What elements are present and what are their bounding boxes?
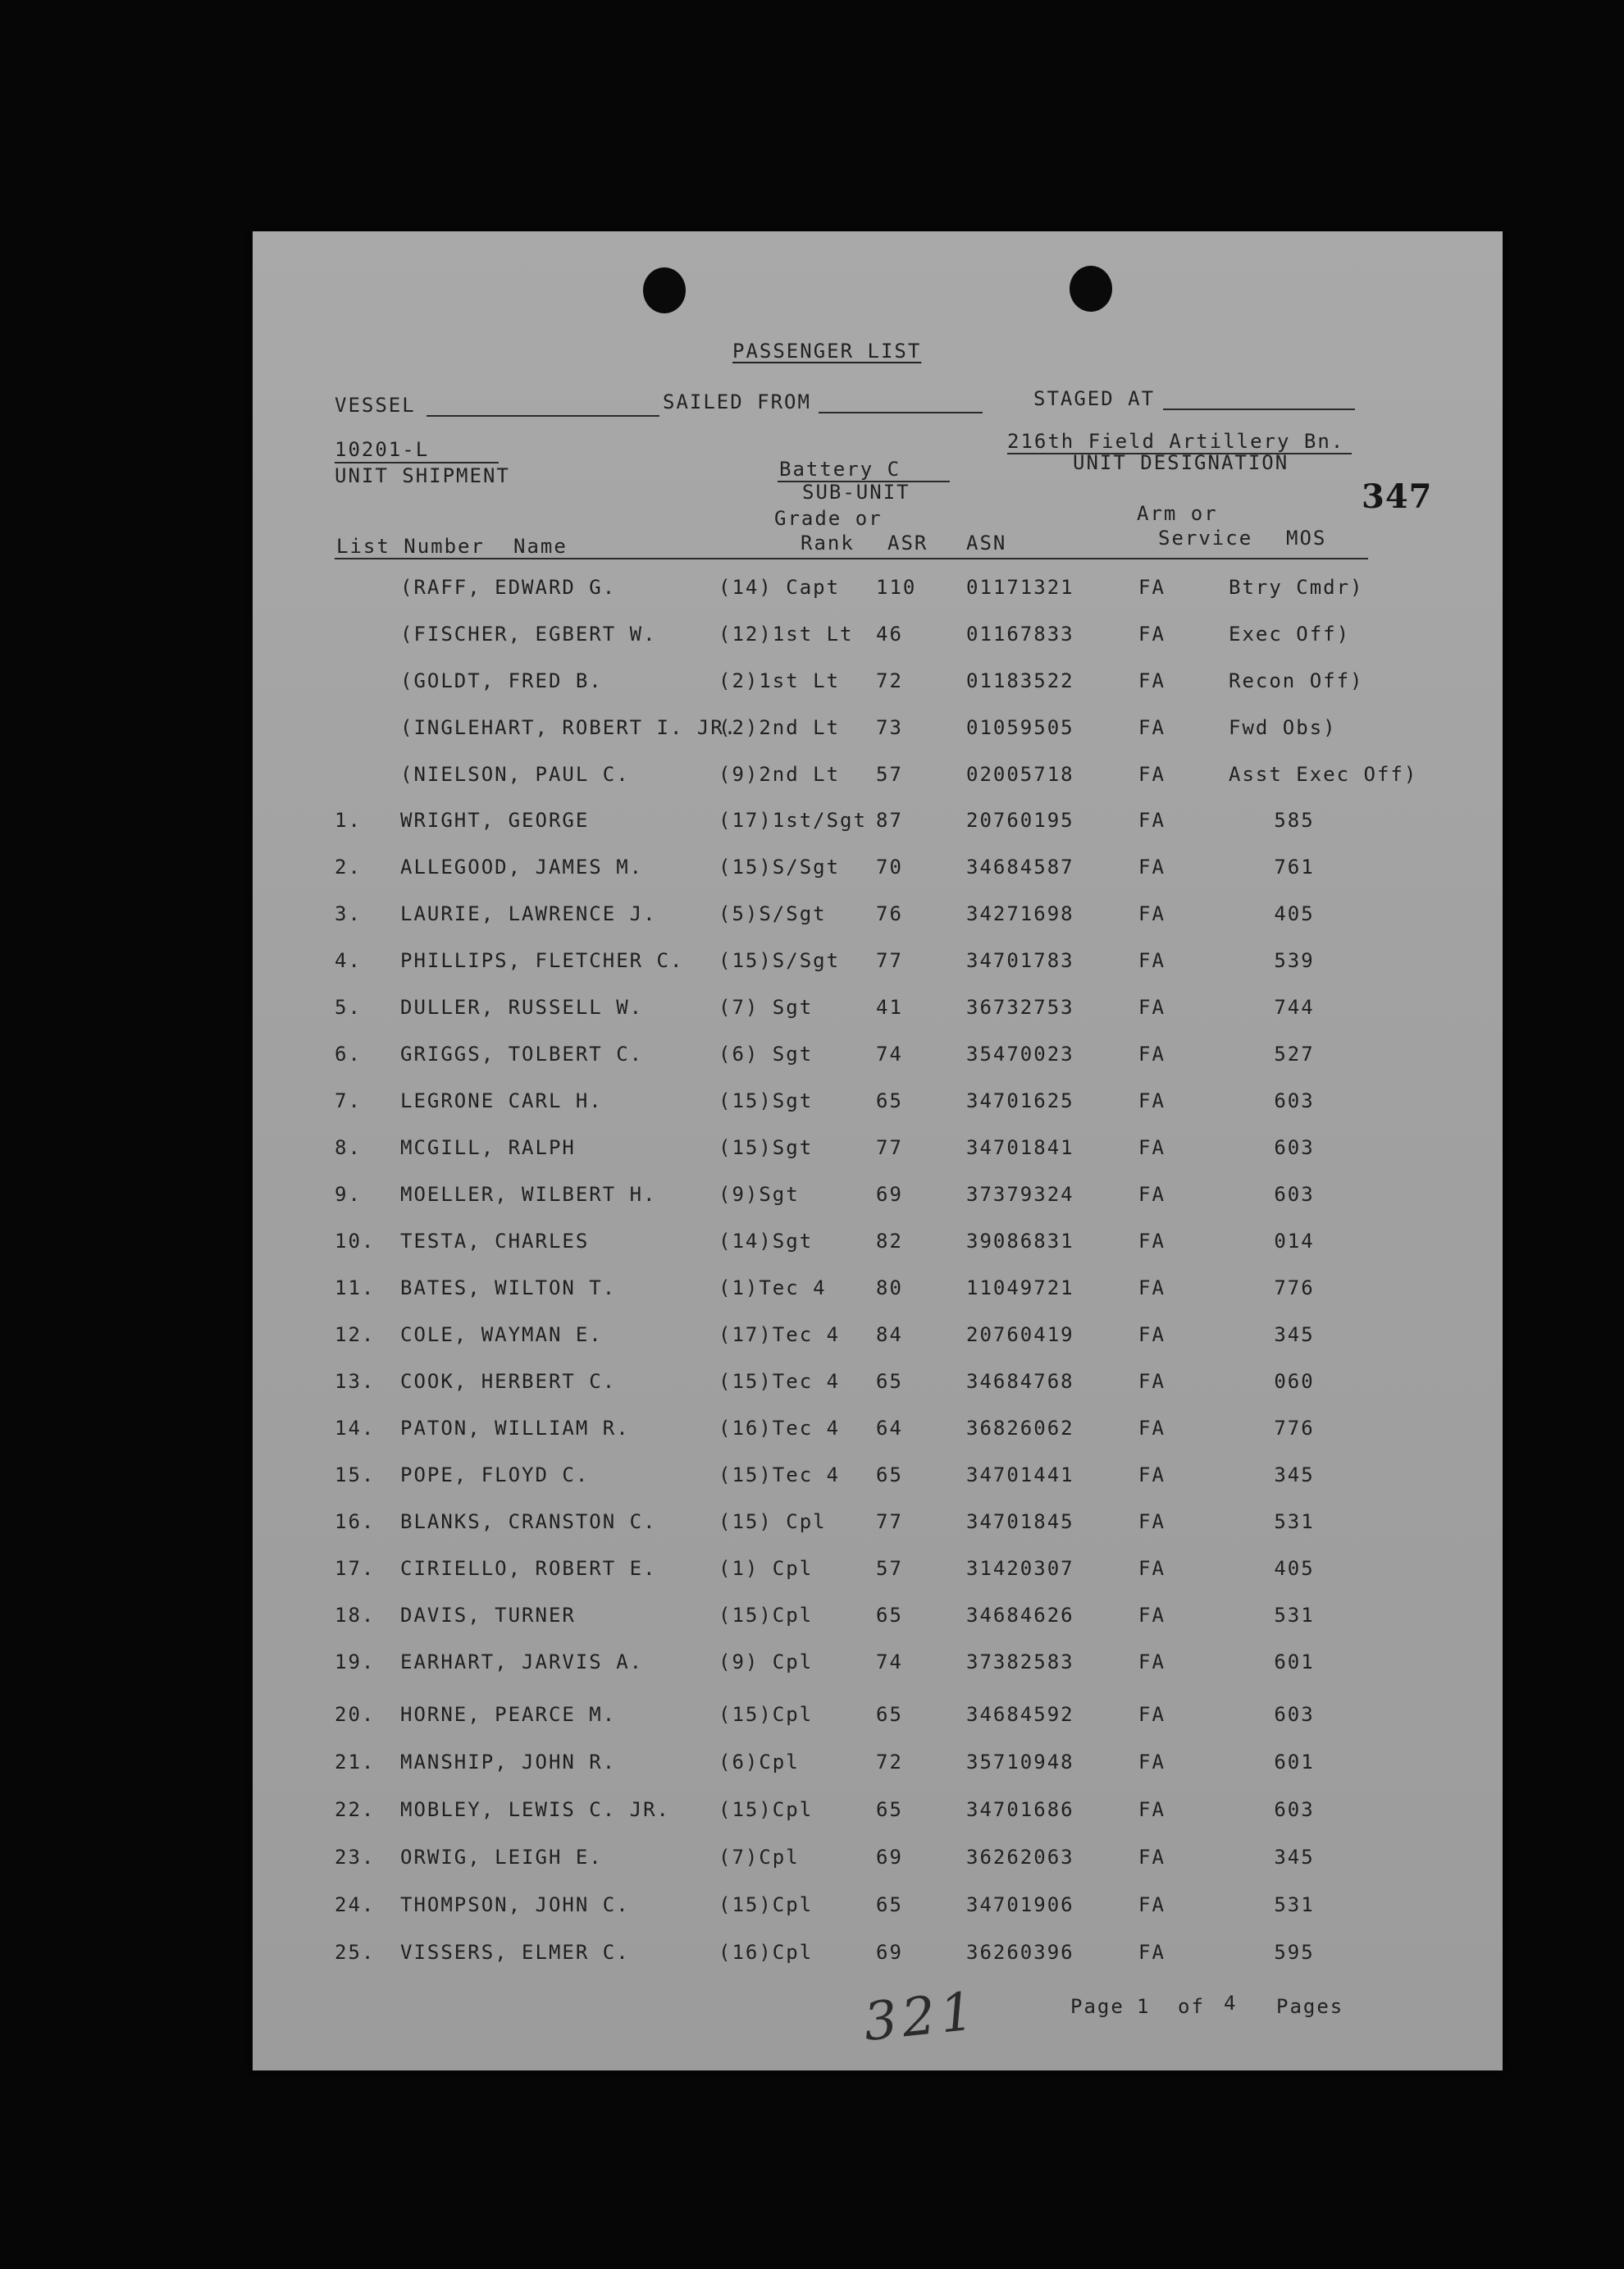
officer-mos: Exec Off) (1229, 623, 1351, 646)
passenger-arm: FA (1138, 809, 1166, 832)
officer-asn: 01171321 (966, 576, 1074, 599)
page-total: 4 (1224, 1992, 1238, 2015)
passenger-grade: (15)Cpl (718, 1703, 814, 1726)
passenger-arm: FA (1138, 1703, 1166, 1726)
enlisted-row (253, 1510, 1503, 1543)
passenger-grade: (17)Tec 4 (718, 1323, 841, 1346)
officer-asn: 02005718 (966, 763, 1074, 786)
page-number-stamp: 347 (1362, 477, 1433, 516)
passenger-asr: 69 (876, 1183, 903, 1206)
enlisted-row (253, 1276, 1503, 1309)
passenger-grade: (1) Cpl (718, 1557, 814, 1580)
enlisted-row (253, 1417, 1503, 1450)
unit-shipment-label: UNIT SHIPMENT (335, 464, 510, 487)
list-number: 19. (335, 1650, 376, 1673)
passenger-grade: (7) Sgt (718, 996, 814, 1019)
passenger-grade: (9) Cpl (718, 1650, 814, 1673)
enlisted-row (253, 1703, 1503, 1736)
col-asn: ASN (966, 532, 1007, 555)
passenger-asr: 69 (876, 1941, 903, 1964)
passenger-name: DULLER, RUSSELL W. (400, 996, 644, 1019)
list-number: 4. (335, 949, 362, 972)
passenger-asn: 34684626 (966, 1604, 1074, 1627)
passenger-asn: 20760195 (966, 809, 1074, 832)
handwritten-mark: 321 (860, 1980, 982, 2054)
passenger-arm: FA (1138, 996, 1166, 1019)
passenger-grade: (1)Tec 4 (718, 1276, 827, 1299)
passenger-mos: 601 (1274, 1650, 1315, 1673)
passenger-arm: FA (1138, 1893, 1166, 1916)
passenger-name: VISSERS, ELMER C. (400, 1941, 630, 1964)
passenger-arm: FA (1138, 949, 1166, 972)
passenger-name: POPE, FLOYD C. (400, 1463, 590, 1486)
list-number: 25. (335, 1941, 376, 1964)
passenger-arm: FA (1138, 1650, 1166, 1673)
passenger-asn: 34701906 (966, 1893, 1074, 1916)
enlisted-row (253, 1089, 1503, 1122)
passenger-mos: 776 (1274, 1417, 1315, 1440)
passenger-name: COOK, HERBERT C. (400, 1370, 617, 1393)
passenger-asr: 65 (876, 1089, 903, 1112)
passenger-asr: 70 (876, 856, 903, 879)
passenger-name: BLANKS, CRANSTON C. (400, 1510, 657, 1533)
col-arm-line2: Service (1158, 527, 1253, 550)
passenger-grade: (15)S/Sgt (718, 949, 841, 972)
passenger-mos: 345 (1274, 1846, 1315, 1869)
passenger-name: EARHART, JARVIS A. (400, 1650, 644, 1673)
list-number: 18. (335, 1604, 376, 1627)
passenger-grade: (15)Sgt (718, 1136, 814, 1159)
officer-asr: 110 (876, 576, 917, 599)
passenger-asn: 35470023 (966, 1043, 1074, 1066)
passenger-grade: (15)Sgt (718, 1089, 814, 1112)
passenger-name: WRIGHT, GEORGE (400, 809, 590, 832)
staged-at-label: STAGED AT (1033, 387, 1156, 410)
passenger-asn: 36826062 (966, 1417, 1074, 1440)
passenger-mos: 603 (1274, 1089, 1315, 1112)
passenger-arm: FA (1138, 1323, 1166, 1346)
passenger-mos: 527 (1274, 1043, 1315, 1066)
passenger-mos: 603 (1274, 1136, 1315, 1159)
passenger-name: MANSHIP, JOHN R. (400, 1751, 617, 1774)
passenger-name: ALLEGOOD, JAMES M. (400, 856, 644, 879)
enlisted-row (253, 1183, 1503, 1216)
passenger-mos: 603 (1274, 1183, 1315, 1206)
passenger-arm: FA (1138, 856, 1166, 879)
passenger-asn: 34701783 (966, 949, 1074, 972)
col-name: Name (513, 535, 568, 558)
passenger-arm: FA (1138, 902, 1166, 925)
passenger-arm: FA (1138, 1798, 1166, 1821)
unit-shipment-line (335, 462, 499, 463)
vessel-label: VESSEL (335, 394, 416, 417)
passenger-asn: 39086831 (966, 1230, 1074, 1253)
passenger-mos: 761 (1274, 856, 1315, 879)
passenger-mos: 776 (1274, 1276, 1315, 1299)
staged-at-field-line (1163, 409, 1355, 410)
passenger-name: LEGRONE CARL H. (400, 1089, 603, 1112)
passenger-arm: FA (1138, 1510, 1166, 1533)
passenger-name: HORNE, PEARCE M. (400, 1703, 617, 1726)
passenger-asr: 65 (876, 1893, 903, 1916)
passenger-asr: 65 (876, 1463, 903, 1486)
passenger-grade: (17)1st/Sgt (718, 809, 867, 832)
passenger-name: GRIGGS, TOLBERT C. (400, 1043, 644, 1066)
enlisted-row (253, 809, 1503, 842)
passenger-mos: 595 (1274, 1941, 1315, 1964)
officer-asr: 46 (876, 623, 903, 646)
officer-asn: 01167833 (966, 623, 1074, 646)
passenger-grade: (14)Sgt (718, 1230, 814, 1253)
passenger-arm: FA (1138, 1604, 1166, 1627)
list-number: 23. (335, 1846, 376, 1869)
passenger-mos: 539 (1274, 949, 1315, 972)
passenger-asn: 34684592 (966, 1703, 1074, 1726)
passenger-asn: 34271698 (966, 902, 1074, 925)
officer-asr: 73 (876, 716, 903, 739)
officer-row (253, 623, 1503, 655)
passenger-grade: (16)Tec 4 (718, 1417, 841, 1440)
passenger-mos: 744 (1274, 996, 1315, 1019)
passenger-arm: FA (1138, 1183, 1166, 1206)
passenger-mos: 405 (1274, 902, 1315, 925)
passenger-arm: FA (1138, 1941, 1166, 1964)
passenger-asr: 77 (876, 1136, 903, 1159)
passenger-name: MOELLER, WILBERT H. (400, 1183, 657, 1206)
unit-designation-value: 216th Field Artillery Bn. (1007, 430, 1345, 453)
passenger-asr: 76 (876, 902, 903, 925)
passenger-mos: 014 (1274, 1230, 1315, 1253)
passenger-mos: 601 (1274, 1751, 1315, 1774)
enlisted-row (253, 1798, 1503, 1831)
header-rule (335, 558, 1368, 559)
passenger-arm: FA (1138, 1417, 1166, 1440)
list-number: 12. (335, 1323, 376, 1346)
passenger-asn: 34701625 (966, 1089, 1074, 1112)
officer-grade: (14) Capt (718, 576, 841, 599)
officer-name: (GOLDT, FRED B. (400, 669, 603, 692)
enlisted-row (253, 1751, 1503, 1783)
passenger-arm: FA (1138, 1463, 1166, 1486)
officer-row (253, 669, 1503, 702)
passenger-arm: FA (1138, 1370, 1166, 1393)
passenger-mos: 531 (1274, 1510, 1315, 1533)
list-number: 5. (335, 996, 362, 1019)
passenger-name: MCGILL, RALPH (400, 1136, 576, 1159)
officer-name: (RAFF, EDWARD G. (400, 576, 617, 599)
officer-name: (INGLEHART, ROBERT I. JR. (400, 716, 738, 739)
list-number: 20. (335, 1703, 376, 1726)
officer-grade: (2)1st Lt (718, 669, 841, 692)
passenger-asn: 20760419 (966, 1323, 1074, 1346)
passenger-name: CIRIELLO, ROBERT E. (400, 1557, 657, 1580)
passenger-arm: FA (1138, 1136, 1166, 1159)
passenger-asn: 36260396 (966, 1941, 1074, 1964)
passenger-asr: 82 (876, 1230, 903, 1253)
passenger-asn: 34684768 (966, 1370, 1074, 1393)
passenger-asn: 37382583 (966, 1650, 1074, 1673)
passenger-asr: 72 (876, 1751, 903, 1774)
passenger-asr: 77 (876, 1510, 903, 1533)
passenger-asr: 65 (876, 1703, 903, 1726)
punch-hole-left (643, 267, 686, 313)
passenger-grade: (15)Tec 4 (718, 1370, 841, 1393)
officer-asn: 01183522 (966, 669, 1074, 692)
col-list-number: List Number (336, 535, 485, 558)
enlisted-row (253, 902, 1503, 935)
page-label: Page (1070, 1995, 1124, 2018)
officer-row (253, 576, 1503, 609)
passenger-name: TESTA, CHARLES (400, 1230, 590, 1253)
passenger-grade: (15) Cpl (718, 1510, 827, 1533)
officer-row (253, 763, 1503, 796)
passenger-asn: 35710948 (966, 1751, 1074, 1774)
officer-grade: (9)2nd Lt (718, 763, 841, 786)
list-number: 8. (335, 1136, 362, 1159)
officer-mos: Fwd Obs) (1229, 716, 1337, 739)
passenger-asr: 74 (876, 1043, 903, 1066)
passenger-asn: 34701845 (966, 1510, 1074, 1533)
passenger-asr: 41 (876, 996, 903, 1019)
col-arm-line1: Arm or (1137, 502, 1218, 525)
passenger-arm: FA (1138, 1846, 1166, 1869)
passenger-asr: 57 (876, 1557, 903, 1580)
passenger-asr: 65 (876, 1370, 903, 1393)
col-grade-line2: Rank (801, 532, 855, 555)
punch-hole-right (1070, 266, 1112, 312)
list-number: 11. (335, 1276, 376, 1299)
list-number: 16. (335, 1510, 376, 1533)
officer-asr: 72 (876, 669, 903, 692)
passenger-grade: (6) Sgt (718, 1043, 814, 1066)
enlisted-row (253, 1136, 1503, 1169)
unit-shipment-value: 10201-L (335, 438, 430, 461)
officer-row (253, 716, 1503, 749)
passenger-grade: (5)S/Sgt (718, 902, 827, 925)
passenger-grade: (15)Cpl (718, 1798, 814, 1821)
enlisted-row (253, 856, 1503, 888)
pages-label: Pages (1276, 1995, 1344, 2018)
passenger-grade: (9)Sgt (718, 1183, 800, 1206)
passenger-mos: 531 (1274, 1893, 1315, 1916)
list-number: 10. (335, 1230, 376, 1253)
passenger-arm: FA (1138, 1089, 1166, 1112)
passenger-arm: FA (1138, 1043, 1166, 1066)
passenger-asr: 77 (876, 949, 903, 972)
officer-arm: FA (1138, 716, 1166, 739)
passenger-arm: FA (1138, 1557, 1166, 1580)
passenger-mos: 405 (1274, 1557, 1315, 1580)
enlisted-row (253, 1846, 1503, 1879)
enlisted-row (253, 1604, 1503, 1637)
officer-mos: Recon Off) (1229, 669, 1364, 692)
list-number: 6. (335, 1043, 362, 1066)
passenger-asr: 65 (876, 1604, 903, 1627)
passenger-mos: 585 (1274, 809, 1315, 832)
passenger-name: COLE, WAYMAN E. (400, 1323, 603, 1346)
passenger-name: THOMPSON, JOHN C. (400, 1893, 630, 1916)
passenger-name: DAVIS, TURNER (400, 1604, 576, 1627)
sub-unit-value: Battery C (779, 458, 901, 481)
enlisted-row (253, 1557, 1503, 1590)
passenger-asr: 87 (876, 809, 903, 832)
passenger-mos: 531 (1274, 1604, 1315, 1627)
passenger-grade: (15)Tec 4 (718, 1463, 841, 1486)
passenger-asr: 64 (876, 1417, 903, 1440)
passenger-name: PATON, WILLIAM R. (400, 1417, 630, 1440)
enlisted-row (253, 949, 1503, 982)
passenger-asn: 36262063 (966, 1846, 1074, 1869)
officer-grade: (2)2nd Lt (718, 716, 841, 739)
passenger-name: BATES, WILTON T. (400, 1276, 617, 1299)
sub-unit-label: SUB-UNIT (802, 481, 910, 504)
officer-mos: Asst Exec Off) (1229, 763, 1418, 786)
sailed-from-label: SAILED FROM (663, 390, 811, 413)
col-mos: MOS (1286, 527, 1327, 550)
passenger-asr: 69 (876, 1846, 903, 1869)
enlisted-row (253, 1323, 1503, 1356)
officer-asr: 57 (876, 763, 903, 786)
enlisted-row (253, 996, 1503, 1029)
officer-asn: 01059505 (966, 716, 1074, 739)
passenger-asr: 80 (876, 1276, 903, 1299)
list-number: 24. (335, 1893, 376, 1916)
officer-grade: (12)1st Lt (718, 623, 854, 646)
enlisted-row (253, 1463, 1503, 1496)
list-number: 7. (335, 1089, 362, 1112)
passenger-asn: 34701441 (966, 1463, 1074, 1486)
list-number: 2. (335, 856, 362, 879)
col-asr: ASR (887, 532, 928, 555)
unit-designation-label: UNIT DESIGNATION (1073, 451, 1289, 474)
passenger-mos: 603 (1274, 1798, 1315, 1821)
list-number: 9. (335, 1183, 362, 1206)
officer-arm: FA (1138, 669, 1166, 692)
passenger-arm: FA (1138, 1276, 1166, 1299)
passenger-grade: (16)Cpl (718, 1941, 814, 1964)
passenger-asn: 37379324 (966, 1183, 1074, 1206)
passenger-name: LAURIE, LAWRENCE J. (400, 902, 657, 925)
officer-mos: Btry Cmdr) (1229, 576, 1364, 599)
list-number: 17. (335, 1557, 376, 1580)
passenger-name: ORWIG, LEIGH E. (400, 1846, 603, 1869)
passenger-asr: 84 (876, 1323, 903, 1346)
list-number: 21. (335, 1751, 376, 1774)
officer-name: (FISCHER, EGBERT W. (400, 623, 657, 646)
officer-arm: FA (1138, 623, 1166, 646)
passenger-asr: 74 (876, 1650, 903, 1673)
passenger-mos: 603 (1274, 1703, 1315, 1726)
passenger-asn: 34701841 (966, 1136, 1074, 1159)
passenger-asr: 65 (876, 1798, 903, 1821)
officer-arm: FA (1138, 763, 1166, 786)
passenger-grade: (6)Cpl (718, 1751, 800, 1774)
page-current: 1 (1137, 1995, 1151, 2018)
passenger-asn: 11049721 (966, 1276, 1074, 1299)
enlisted-row (253, 1941, 1503, 1974)
passenger-arm: FA (1138, 1230, 1166, 1253)
passenger-arm: FA (1138, 1751, 1166, 1774)
col-grade-line1: Grade or (774, 507, 883, 530)
list-number: 15. (335, 1463, 376, 1486)
passenger-name: PHILLIPS, FLETCHER C. (400, 949, 684, 972)
passenger-mos: 345 (1274, 1463, 1315, 1486)
of-label: of (1178, 1995, 1205, 2018)
passenger-asn: 34684587 (966, 856, 1074, 879)
enlisted-row (253, 1230, 1503, 1262)
officer-name: (NIELSON, PAUL C. (400, 763, 630, 786)
passenger-grade: (7)Cpl (718, 1846, 800, 1869)
passenger-grade: (15)S/Sgt (718, 856, 841, 879)
passenger-name: MOBLEY, LEWIS C. JR. (400, 1798, 670, 1821)
passenger-asn: 31420307 (966, 1557, 1074, 1580)
document-page (253, 231, 1503, 2070)
sailed-from-field-line (819, 412, 983, 413)
list-number: 22. (335, 1798, 376, 1821)
vessel-field-line (427, 415, 659, 417)
officer-arm: FA (1138, 576, 1166, 599)
document-title: PASSENGER LIST (732, 340, 922, 363)
passenger-asn: 36732753 (966, 996, 1074, 1019)
list-number: 1. (335, 809, 362, 832)
passenger-grade: (15)Cpl (718, 1893, 814, 1916)
list-number: 3. (335, 902, 362, 925)
enlisted-row (253, 1893, 1503, 1926)
list-number: 14. (335, 1417, 376, 1440)
list-number: 13. (335, 1370, 376, 1393)
passenger-mos: 060 (1274, 1370, 1315, 1393)
enlisted-row (253, 1370, 1503, 1403)
enlisted-row (253, 1043, 1503, 1075)
passenger-asn: 34701686 (966, 1798, 1074, 1821)
enlisted-row (253, 1650, 1503, 1683)
passenger-mos: 345 (1274, 1323, 1315, 1346)
passenger-grade: (15)Cpl (718, 1604, 814, 1627)
